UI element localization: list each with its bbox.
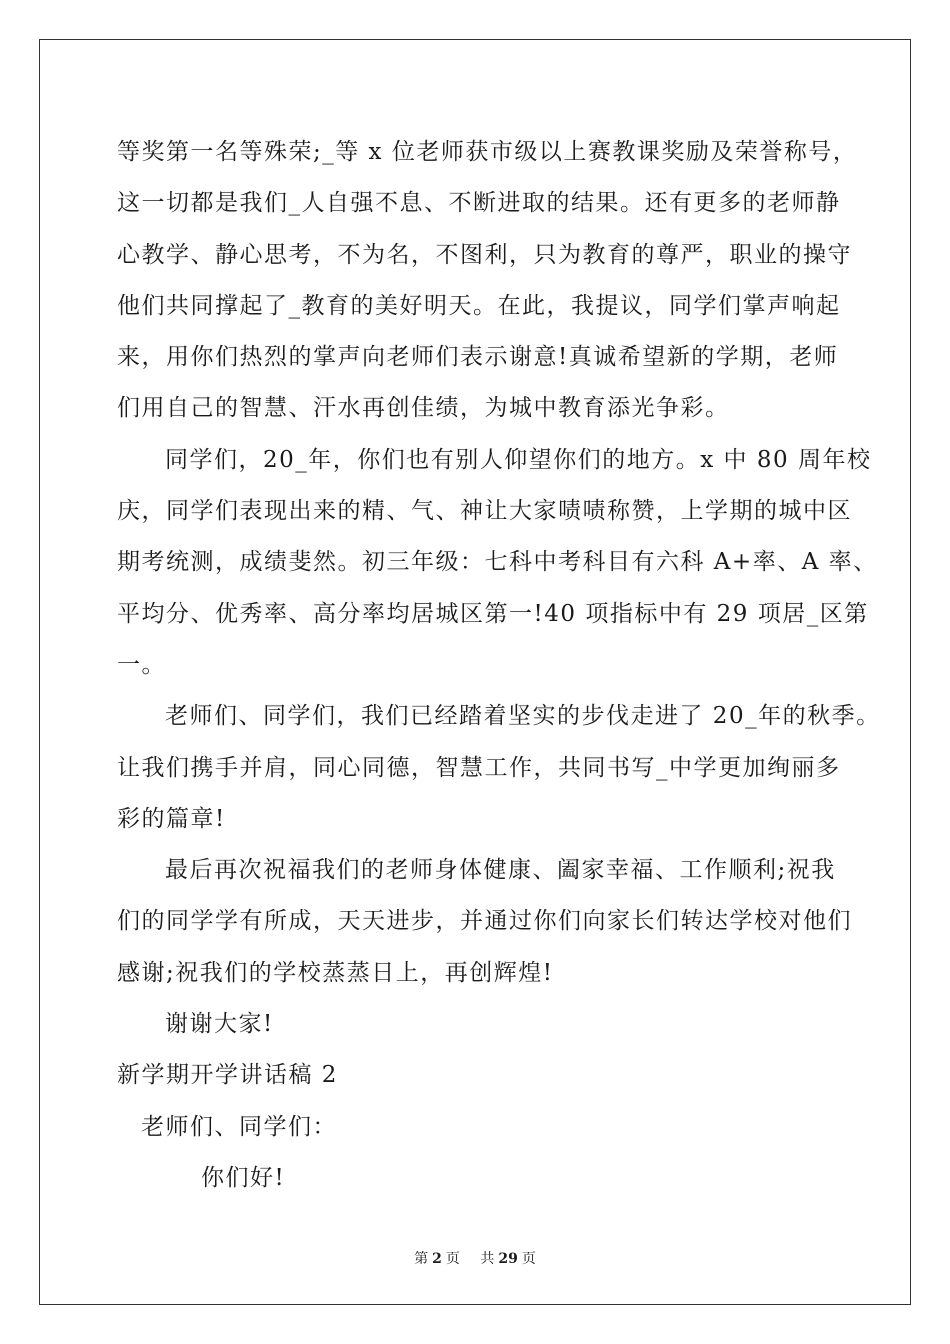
paragraph-line: 最后再次祝福我们的老师身体健康、阖家幸福、工作顺利;祝我: [165, 857, 836, 884]
paragraph-line: 们的同学学有所成，天天进步，并通过你们向家长们转达学校对他们: [117, 908, 852, 935]
greeting-line: 你们好!: [201, 1164, 286, 1191]
document-body: [117, 127, 881, 1204]
page-footer: [0, 1248, 950, 1268]
page-suffix: 页: [445, 1251, 460, 1267]
paragraph-line: 同学们，20_年，你们也有别人仰望你们的地方。x 中 80 周年校: [165, 446, 872, 473]
paragraph-line: 期考统测，成绩斐然。初三年级：七科中考科目有六科 A+率、A 率、: [117, 549, 878, 576]
total-pages-indicator: [476, 1251, 539, 1267]
paragraph-line: 老师们、同学们，我们已经踏着坚实的步伐走进了 20_年的秋季。: [165, 703, 881, 730]
paragraph-line: 他们共同撑起了_教育的美好明天。在此，我提议，同学们掌声响起: [117, 292, 841, 319]
paragraph-line: 心教学、静心思考，不为名，不图利，只为教育的尊严，职业的操守: [117, 241, 852, 268]
total-prefix: 共: [480, 1251, 495, 1267]
total-suffix: 页: [521, 1251, 536, 1267]
paragraph-line: 们用自己的智慧、汗水再创佳绩，为城中教育添光争彩。: [117, 395, 730, 422]
page-prefix: 第: [414, 1251, 429, 1267]
section-title: 新学期开学讲话稿 2: [117, 1062, 338, 1089]
closing-line: 谢谢大家!: [165, 1011, 274, 1038]
paragraph-line: 让我们携手并肩，同心同德，智慧工作，共同书写_中学更加绚丽多: [117, 754, 841, 781]
paragraph-line: 一。: [117, 651, 166, 678]
total-pages: 29: [498, 1251, 518, 1267]
salutation-line: 老师们、同学们：: [141, 1113, 337, 1140]
paragraph-line: 平均分、优秀率、高分率均居城区第一!40 项指标中有 29 项居_区第: [117, 600, 869, 627]
page-number: 2: [432, 1251, 442, 1267]
paragraph-line: 来，用你们热烈的掌声向老师们表示谢意!真诚希望新的学期，老师: [117, 344, 839, 371]
paragraph-line: 庆，同学们表现出来的精、气、神让大家啧啧称赞，上学期的城中区: [117, 498, 852, 525]
paragraph-line: 等奖第一名等殊荣;_等 x 位老师获市级以上赛教课奖励及荣誉称号，: [117, 139, 858, 165]
paragraph-line: 感谢;祝我们的学校蒸蒸日上，再创辉煌!: [117, 959, 554, 986]
paragraph-line: 这一切都是我们_人自强不息、不断进取的结果。还有更多的老师静: [117, 190, 841, 217]
paragraph-line: 彩的篇章!: [117, 805, 226, 832]
page-indicator: [410, 1251, 464, 1267]
